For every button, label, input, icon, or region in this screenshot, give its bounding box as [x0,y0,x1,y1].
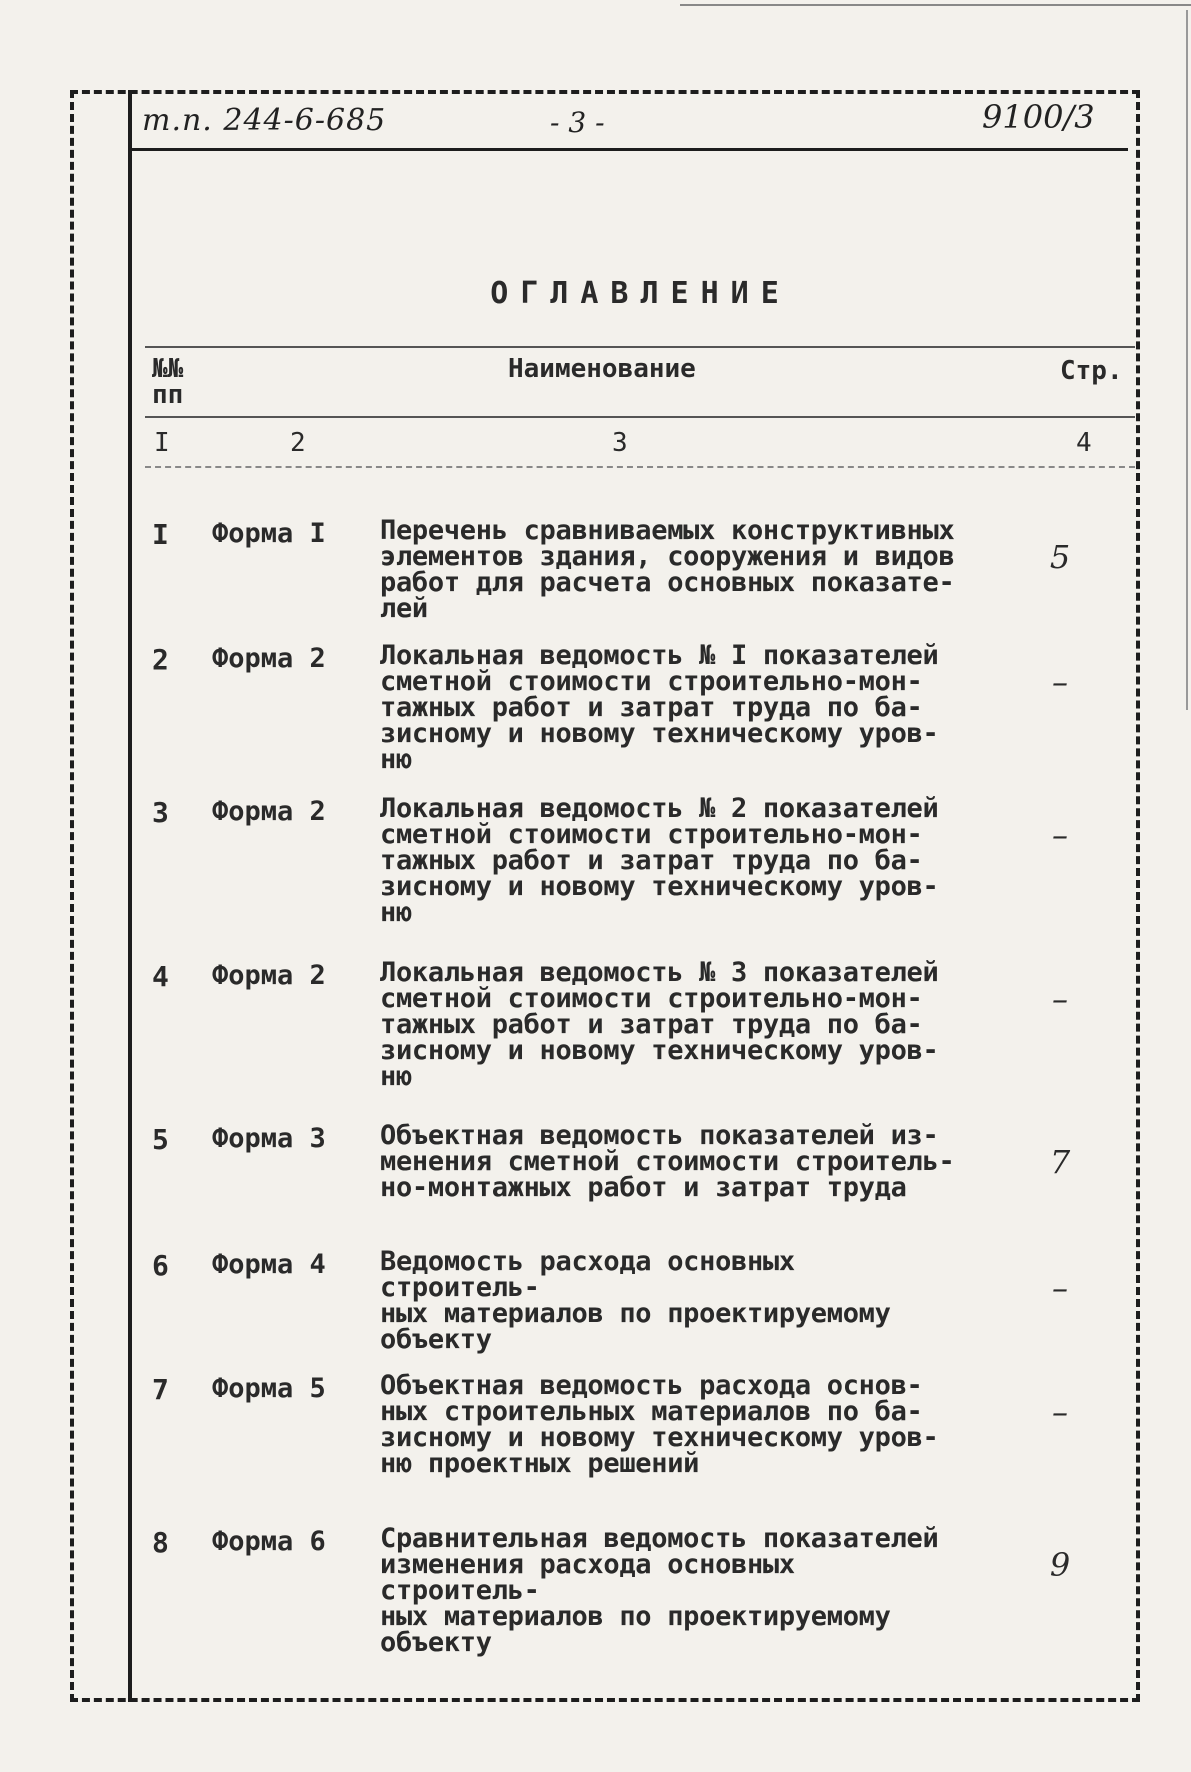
row-form: Форма 3 [212,1123,326,1154]
document-code: т.п. 244-6-685 [142,103,387,138]
column-number-2: 2 [290,428,306,458]
row-page: – [1052,816,1068,854]
column-header-name: Наименование [508,354,696,384]
row-form: Форма 2 [212,796,326,827]
row-number: 8 [152,1526,169,1559]
row-page: – [1052,663,1068,701]
row-form: Форма 2 [212,960,326,991]
row-form: Форма 4 [212,1249,326,1280]
row-number: 6 [152,1249,169,1282]
row-title: Сравнительная ведомость показателей изменения расхода основных строитель- ных материалов по проектируемому объекту [380,1523,939,1658]
row-number: 4 [152,960,169,993]
binding-margin-line [128,90,132,1702]
column-header-page: Стр. [1060,356,1123,386]
column-number-3: 3 [612,428,628,458]
row-number: 2 [152,643,169,676]
sheet-top-edge [680,4,1191,6]
row-page: 7 [1049,1143,1071,1181]
page-title: ОГЛАВЛЕНИЕ [490,276,791,311]
row-title: Объектная ведомость показателей из- менения сметной стоимости строитель- но-монтажных работ и затрат труда [380,1120,955,1203]
row-title: Ведомость расхода основных строитель- ных материалов по проектируемому объекту [380,1246,891,1355]
row-title: Локальная ведомость № 2 показателей сметной стоимости строительно-мон- тажных работ и затрат труда по ба- зисному и новому техническому уров- ню [380,793,939,928]
row-number: I [152,518,169,551]
row-form: Форма 6 [212,1526,326,1557]
row-title: Объектная ведомость расхода основ- ных строительных материалов по ба- зисному и новому техническому уров- ню проектных решений [380,1370,939,1479]
column-number-4: 4 [1076,428,1092,458]
row-number: 5 [152,1123,169,1156]
row-title: Локальная ведомость № I показателей сметной стоимости строительно-мон- тажных работ и затрат труда по ба- зисному и новому техническому уров- ню [380,640,939,775]
row-page: 9 [1049,1546,1071,1584]
column-header-number: №№ пп [152,354,184,410]
row-form: Форма 5 [212,1373,326,1404]
row-title: Локальная ведомость № 3 показателей сметной стоимости строительно-мон- тажных работ и затрат труда по ба- зисному и новому техническому уров- ню [380,957,939,1092]
row-number: 7 [152,1373,169,1406]
row-title: Перечень сравниваемых конструктивных элементов здания, сооружения и видов работ для расчета основных показате- лей [380,515,955,624]
sheet-right-edge [1186,10,1188,710]
row-form: Форма I [212,518,326,549]
table-top-rule [145,346,1135,348]
page-number: - 3 - [550,106,605,139]
column-number-1: I [154,428,170,458]
row-page: – [1052,1393,1068,1431]
sheet-id: 9100/3 [982,98,1095,136]
row-number: 3 [152,796,169,829]
header-underline [128,148,1128,151]
table-column-number-rule [145,466,1135,468]
row-page: 5 [1049,538,1071,576]
row-form: Форма 2 [212,643,326,674]
table-header-rule [145,416,1135,418]
row-page: – [1052,980,1068,1018]
row-page: – [1052,1269,1068,1307]
